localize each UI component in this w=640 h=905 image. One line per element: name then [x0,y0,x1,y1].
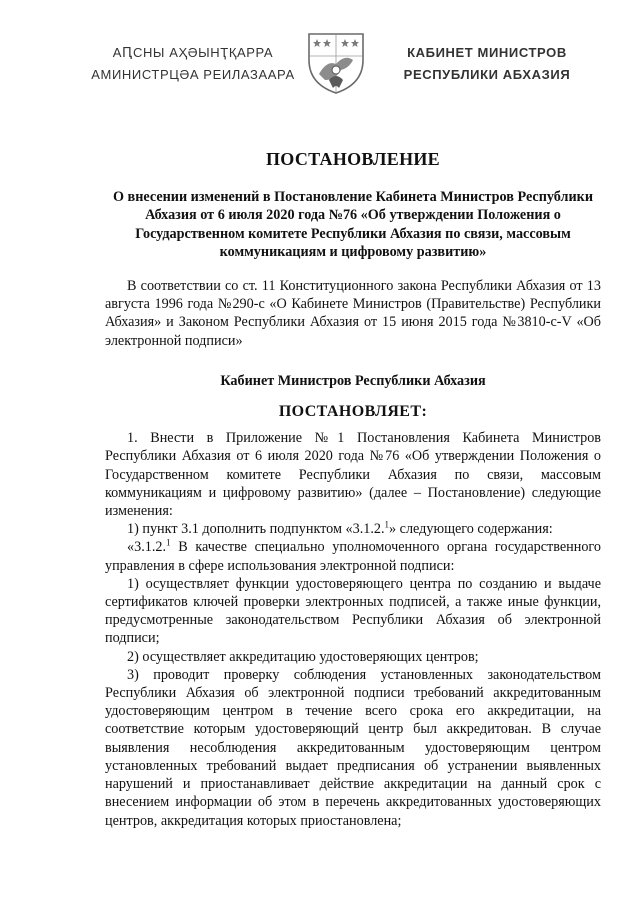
clause-point-1: 1) осуществляет функции удостоверяющего центра по созданию и выдаче сертификатов ключей проверки электронных подписей, а также иные функции, предусмотренные законодательством Республики Абхазия об электронной подписи; [105,575,601,647]
letterhead-left-line-1: АԤСНЫ АҲӘЫНҬҚАРРА [112,45,274,60]
coat-of-arms-icon [305,30,367,96]
item-1-paragraph: 1. Внести в Приложение №1 Постановления Кабинета Министров Республики Абхазия от 6 июля 2020 года №76 «Об утверждении Положения о Государственном комитете Республики Абхазия по связи, массовым коммуникациям и цифровому развитию» (далее – Постановление) следующие изменения: [105,430,601,520]
document-body [105,150,601,830]
letterhead [0,0,640,100]
clause-point-3: 3) проводит проверку соблюдения установленных законодательством Республики Абхазия об электронной подписи требований аккредитованным удостоверяющим центром в течение всего срока его аккредитации, на соответствие которым удостоверяющий центр был аккредитован. В случае выявления несоблюдения аккредитованным удостоверяющим центром установленных требований выдает предписания об устранении выявленных нарушений и приостанавливает действие аккредитации на данный срок с внесением информации об этом в перечень аккредитованных удостоверяющих центров, аккредитация которых приостановлена; [105,666,601,829]
new-clause-number: «3.1.2. [127,539,167,556]
new-clause-text: В качестве специально уполномоченного органа государственного управления в сфере использования электронной подписи: [105,539,601,574]
subitem-1-superscript: 1 [384,519,390,530]
subitem-1-text-end: » следующего содержания: [389,521,553,538]
letterhead-right-line-2: РЕСПУБЛИКИ АБХАЗИЯ [403,67,571,82]
decree-heading: ПОСТАНОВЛЯЕТ: [278,403,428,421]
new-clause-superscript: 1 [166,537,171,548]
document-subject: О внесении изменений в Постановление Кабинета Министров Республики Абхазия от 6 июля 2020 года №76 «Об утверждении Положения о Государственном комитете Республики Абхазия по связи, массовым коммуникациям и цифровому развитию» [112,189,594,260]
letterhead-left-line-2: АМИНИСТРЦӘА РЕИЛАЗААРА [91,67,295,82]
issuing-body: Кабинет Министров Республики Абхазия [220,372,486,389]
subitem-1-paragraph [105,520,601,538]
new-clause-intro [105,538,601,574]
subitem-1-text-start: 1) пункт 3.1 дополнить подпунктом «3.1.2. [127,521,385,538]
clause-point-2: 2) осуществляет аккредитацию удостоверяющих центров; [127,648,479,665]
document-title: ПОСТАНОВЛЕНИЕ [266,149,440,169]
legal-basis-paragraph: В соответствии со ст. 11 Конституционного закона Республики Абхазия от 13 августа 1996 года №290-с «О Кабинете Министров (Правительстве) Республики Абхазия» и Законом Республики Абхазия от 15 июня 2015 года №3810-с-V «Об электронной подписи» [105,278,601,349]
letterhead-russian-name [392,42,582,86]
letterhead-right-line-1: КАБИНЕТ МИНИСТРОВ [407,45,567,60]
letterhead-abkhaz-name [88,42,298,86]
